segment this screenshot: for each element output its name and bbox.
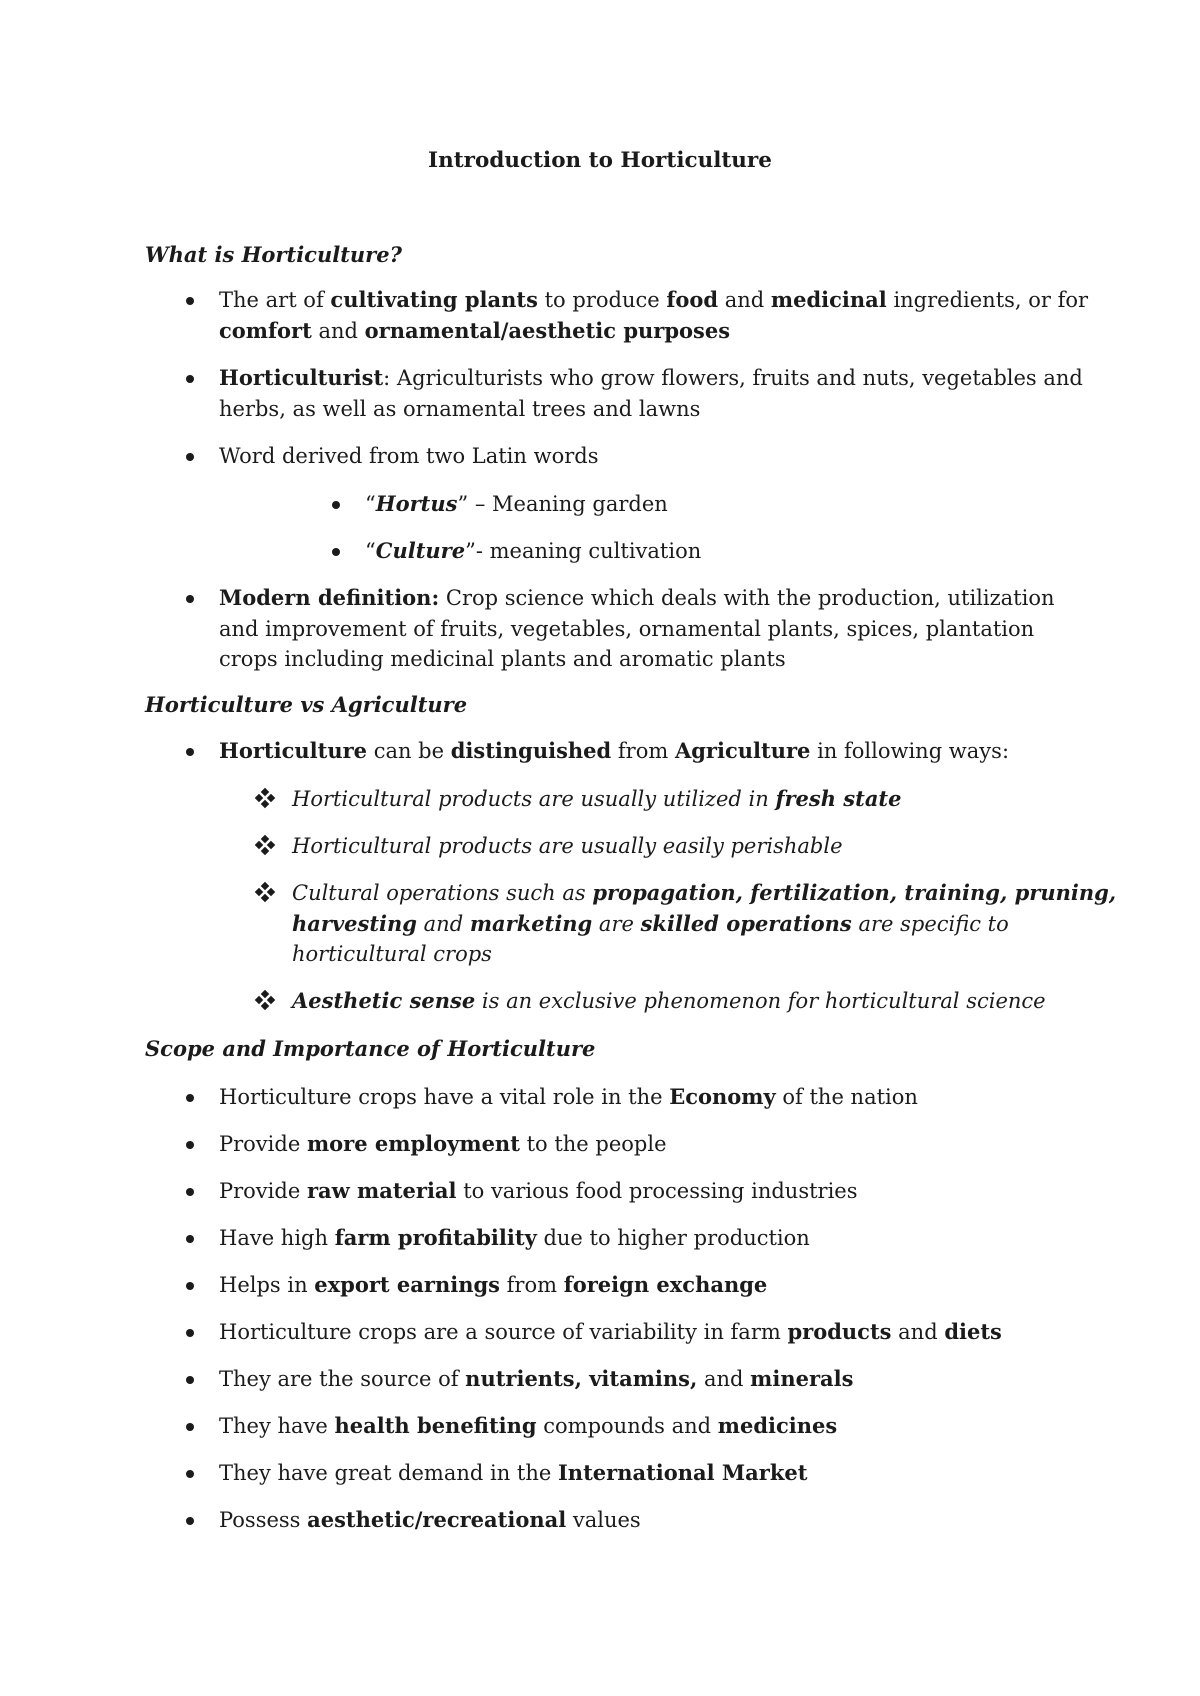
bullet-icon: [186, 1517, 194, 1525]
list-item: Have high farm profitability due to higher production: [219, 1225, 810, 1250]
list-item: The art of cultivating plants to produce food and medicinal ingredients, or for comfort and ornamental/aesthetic purposes: [219, 287, 1089, 343]
bullet-icon: [332, 501, 340, 509]
bullet-icon: [186, 1188, 194, 1196]
bullet-icon: [186, 748, 194, 756]
list-item: Horticulture crops are a source of variability in farm products and diets: [219, 1319, 1002, 1344]
sub-list-item: “Hortus” – Meaning garden: [365, 491, 668, 516]
list-item: They have great demand in the International Market: [219, 1460, 808, 1485]
bullet-icon: [186, 375, 194, 383]
bullet-icon: [186, 1423, 194, 1431]
diamond-bullet-icon: [256, 883, 274, 901]
diamond-bullet-icon: [256, 991, 274, 1009]
list-item: Possess aesthetic/recreational values: [219, 1507, 641, 1532]
sub-list-item: Cultural operations such as propagation, fertilization, training, pruning, harvesting and marketing are skilled operations are specific to horticultural crops: [292, 880, 1117, 966]
bullet-icon: [186, 1282, 194, 1290]
bullet-icon: [186, 1235, 194, 1243]
section-heading-horticulture-vs-agriculture: Horticulture vs Agriculture: [145, 692, 468, 717]
bullet-icon: [186, 1094, 194, 1102]
bullet-icon: [186, 453, 194, 461]
section-heading-scope-and-importance: Scope and Importance of Horticulture: [145, 1036, 596, 1061]
diamond-bullet-icon: [256, 836, 274, 854]
sub-list-item: Aesthetic sense is an exclusive phenomenon for horticultural science: [292, 988, 1046, 1013]
list-item: Horticulturist: Agriculturists who grow flowers, fruits and nuts, vegetables and herbs, as well as ornamental trees and lawns: [219, 365, 1083, 421]
list-item: Modern definition: Crop science which deals with the production, utilization and improvement of fruits, vegetables, ornamental plants, spices, plantation crops including medicinal plants and aromatic plants: [219, 585, 1055, 671]
list-item: Horticulture can be distinguished from Agriculture in following ways:: [219, 738, 1010, 763]
list-item: Provide raw material to various food processing industries: [219, 1178, 858, 1203]
list-item: They are the source of nutrients, vitamins, and minerals: [219, 1366, 854, 1391]
list-item: Helps in export earnings from foreign exchange: [219, 1272, 768, 1297]
bullet-icon: [186, 1329, 194, 1337]
bullet-icon: [186, 297, 194, 305]
bullet-icon: [186, 595, 194, 603]
section-heading-what-is-horticulture: What is Horticulture?: [145, 242, 402, 267]
bullet-icon: [332, 548, 340, 556]
diamond-bullet-icon: [256, 789, 274, 807]
list-item: Provide more employment to the people: [219, 1131, 667, 1156]
sub-list-item: Horticultural products are usually easily perishable: [292, 834, 843, 858]
sub-list-item: Horticultural products are usually utilized in fresh state: [292, 786, 902, 811]
bullet-icon: [186, 1376, 194, 1384]
sub-list-item: “Culture”- meaning cultivation: [365, 538, 702, 563]
list-item: They have health benefiting compounds and medicines: [219, 1413, 838, 1438]
page-title: Introduction to Horticulture: [428, 148, 772, 173]
bullet-icon: [186, 1141, 194, 1149]
list-item: Horticulture crops have a vital role in the Economy of the nation: [219, 1084, 918, 1109]
list-item: Word derived from two Latin words: [219, 444, 599, 468]
bullet-icon: [186, 1470, 194, 1478]
